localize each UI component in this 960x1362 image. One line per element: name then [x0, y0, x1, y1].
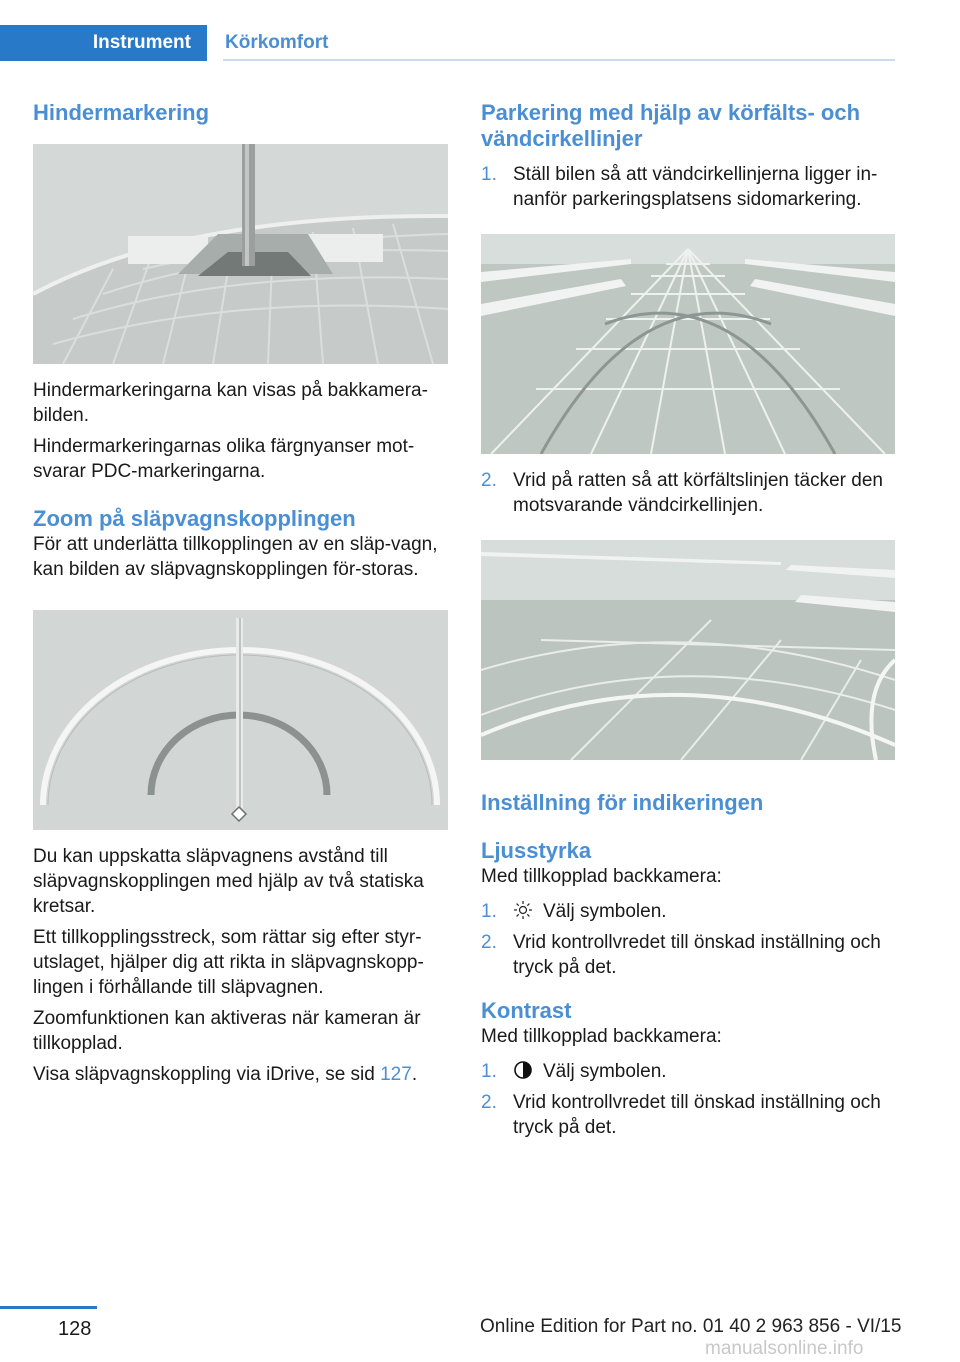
- sun-icon: [513, 900, 533, 920]
- footer-accent-line: [0, 1306, 97, 1309]
- obstacle-marking-image: [33, 144, 448, 364]
- lane-line-image: [481, 540, 895, 760]
- list-item: [481, 1090, 895, 1140]
- paragraph-1: Hindermarkeringarna kan visas på bakkamera-bilden.: [33, 380, 428, 426]
- list-item: [481, 468, 895, 518]
- contrast-icon: [513, 1060, 533, 1080]
- step-text: Vrid på ratten så att körfältslinjen täcker den motsvarande vändcirkellinjen.: [513, 470, 883, 516]
- step-number: 1.: [481, 1061, 497, 1082]
- paragraph-7: [33, 1062, 448, 1087]
- right-column: [481, 100, 895, 1146]
- tab-divider: [223, 59, 895, 61]
- parking-steps-2: [481, 468, 895, 518]
- list-item: [481, 1059, 895, 1084]
- step-number: 2.: [481, 932, 497, 953]
- heading-parkering: Parkering med hjälp av körfälts- och vändcirkellinjer: [481, 100, 861, 151]
- page-link-127[interactable]: 127: [380, 1064, 412, 1085]
- left-column: [33, 100, 448, 1093]
- heading-ljusstyrka: Ljusstyrka: [481, 838, 592, 863]
- step-number: 2.: [481, 470, 497, 491]
- paragraph-5: Ett tillkopplingsstreck, som rättar sig efter styr-utslaget, hjälper dig att rikta in släpvagnskopp-lingen i förhållande till släpvagnen.: [33, 927, 424, 998]
- heading-installning: Inställning för indikeringen: [481, 790, 764, 815]
- heading-zoom: Zoom på släpvagnskopplingen: [33, 506, 356, 531]
- heading-hindermarkering: Hindermarkering: [33, 100, 210, 125]
- step-text: Vrid kontrollvredet till önskad inställning och tryck på det.: [513, 1092, 881, 1138]
- list-item: [481, 930, 895, 980]
- heading-kontrast: Kontrast: [481, 998, 572, 1023]
- list-item: [481, 162, 895, 212]
- page-number: 128: [58, 1318, 92, 1340]
- watermark: manualsonline.info: [705, 1338, 864, 1359]
- tab-instrument[interactable]: Instrument: [0, 25, 207, 61]
- tab-korkomfort[interactable]: Körkomfort: [225, 32, 329, 53]
- paragraph-kontrast: Med tillkopplad backkamera:: [481, 1026, 722, 1047]
- paragraph-7-end: .: [411, 1064, 418, 1085]
- paragraph-6: Zoomfunktionen kan aktiveras när kameran är tillkopplad.: [33, 1008, 421, 1054]
- step-number: 1.: [481, 901, 497, 922]
- step-text: Välj symbolen.: [543, 1061, 667, 1082]
- step-number: 2.: [481, 1092, 497, 1113]
- step-number: 1.: [481, 164, 497, 185]
- paragraph-4: Du kan uppskatta släpvagnens avstånd till släpvagnskopplingen med hjälp av två statiska kretsar.: [33, 846, 424, 917]
- step-text: Vrid kontrollvredet till önskad inställning och tryck på det.: [513, 932, 881, 978]
- trailer-hitch-zoom-image: [33, 610, 448, 830]
- parking-steps: [481, 162, 895, 212]
- step-text: Välj symbolen.: [543, 901, 667, 922]
- edition-text: Online Edition for Part no. 01 40 2 963 856 - VI/15: [480, 1316, 902, 1337]
- brightness-steps: [481, 899, 895, 980]
- paragraph-3: För att underlätta tillkopplingen av en släp-vagn, kan bilden av släpvagnskopplingen för-storas.: [33, 534, 438, 580]
- paragraph-2: Hindermarkeringarnas olika färgnyanser mot-svarar PDC-markeringarna.: [33, 436, 415, 482]
- chapter-tabs: [0, 25, 344, 61]
- paragraph-7-text: Visa släpvagnskoppling via iDrive, se sid: [33, 1064, 381, 1085]
- step-text: Ställ bilen så att vändcirkellinjerna ligger in-nanför parkeringsplatsens sidomarkering.: [513, 164, 878, 210]
- contrast-steps: [481, 1059, 895, 1140]
- list-item: [481, 899, 895, 924]
- turning-circle-lines-image: [481, 234, 895, 454]
- paragraph-ljus: Med tillkopplad backkamera:: [481, 866, 722, 887]
